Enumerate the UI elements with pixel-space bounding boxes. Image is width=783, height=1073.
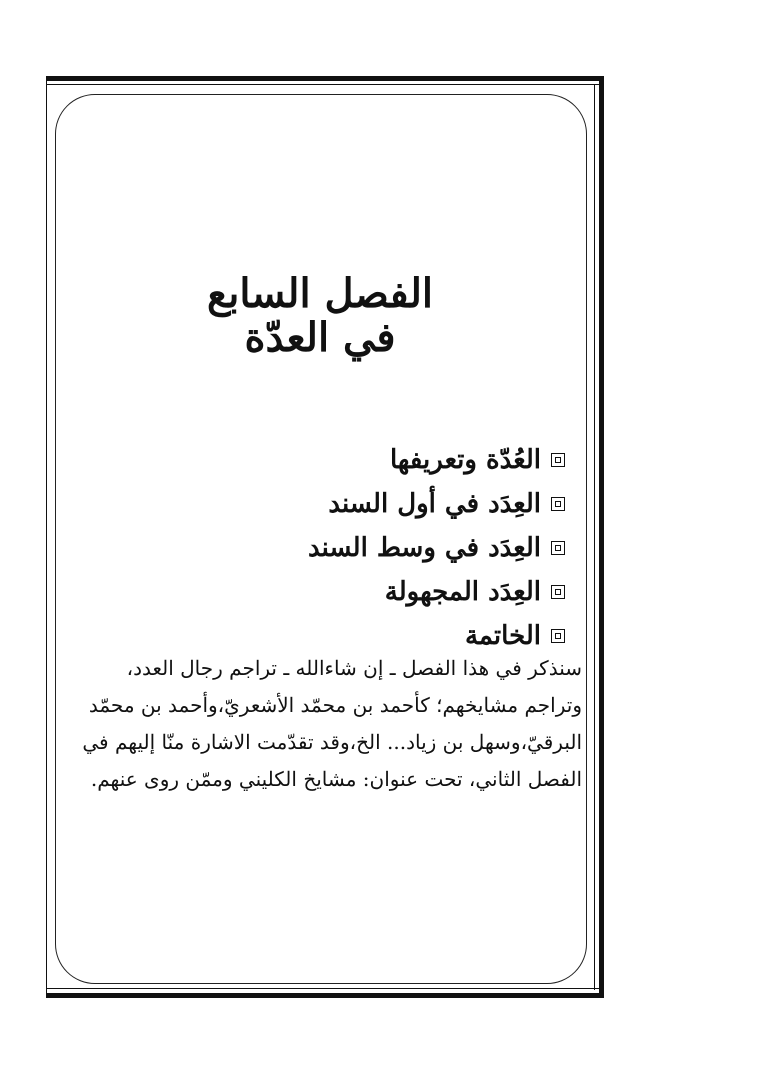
square-bullet-icon: [551, 629, 565, 643]
chapter-title: الفصل السابع: [206, 270, 434, 317]
section-item: [308, 570, 565, 614]
frame-top-thin-rule: [46, 84, 604, 85]
frame-right-rule: [599, 76, 604, 998]
section-item: [308, 526, 565, 570]
section-item: [308, 482, 565, 526]
square-bullet-icon: [551, 585, 565, 599]
square-bullet-icon: [551, 541, 565, 555]
paragraph-line: الفصل الثاني، تحت عنوان: مشايخ الكليني وممّن روى عنهم.: [90, 767, 582, 791]
frame-left-rule: [46, 76, 47, 998]
frame-bottom-thin-rule: [46, 988, 599, 989]
section-item-label: العِدَد المجهولة: [384, 577, 541, 607]
paragraph-line: سنذكر في هذا الفصل ـ إن شاءالله ـ تراجم رجال العدد،: [126, 656, 582, 680]
paragraph-line: البرقيّ،وسهل بن زياد... الخ،وقد تقدّمت الاشارة منّا إليهم في: [82, 730, 582, 754]
section-item-label: العِدَد في وسط السند: [307, 533, 541, 563]
section-item-label: الخاتمة: [464, 621, 541, 651]
intro-paragraph: [66, 650, 582, 798]
paragraph-line: وتراجم مشايخهم؛ كأحمد بن محمّد الأشعريّ،وأحمد بن محمّد: [88, 693, 582, 717]
chapter-subtitle: في العدّة: [244, 314, 396, 361]
section-list: [308, 438, 565, 658]
section-item: [308, 438, 565, 482]
frame-top-rule: [46, 76, 604, 81]
frame-bottom-rule: [46, 993, 604, 998]
square-bullet-icon: [551, 453, 565, 467]
chapter-heading: [140, 272, 500, 360]
frame-right-thin-rule: [594, 84, 595, 990]
section-item-label: العِدَد في أول السند: [328, 489, 541, 519]
section-item-label: العُدّة وتعريفها: [390, 445, 541, 475]
square-bullet-icon: [551, 497, 565, 511]
